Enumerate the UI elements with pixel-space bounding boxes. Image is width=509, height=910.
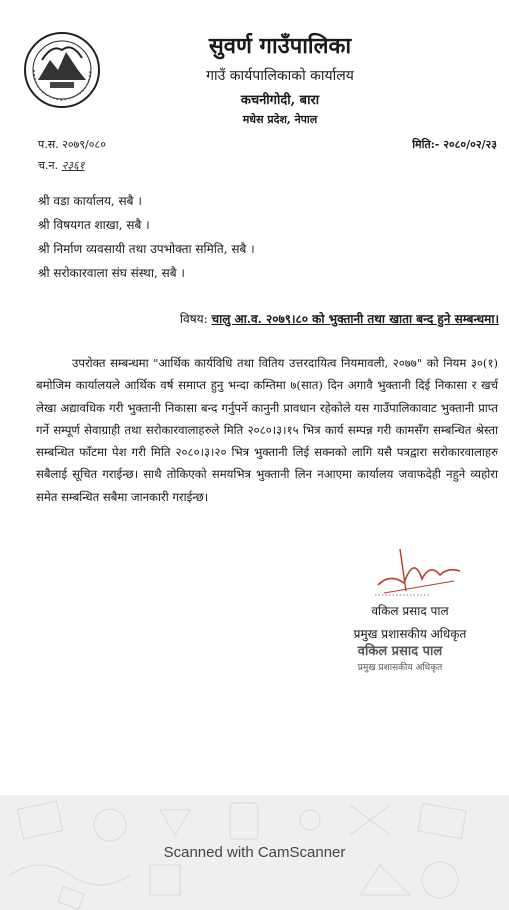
stamp-name: वकिल प्रसाद पाल bbox=[357, 644, 443, 659]
recipient-line: श्री सरोकारवाला संघ संस्था, सबै । bbox=[38, 266, 185, 280]
emblem-logo-icon bbox=[22, 30, 102, 110]
subject-text: चालु आ.व. २०७९।८० को भुक्तानी तथा खाता बन्द हुने सम्बन्धमा। bbox=[211, 312, 499, 326]
signer-title: प्रमुख प्रशासकीय अधिकृत bbox=[353, 627, 467, 641]
letter-body bbox=[36, 352, 498, 508]
signer-name: वकिल प्रसाद पाल bbox=[371, 604, 449, 618]
dispatch-value: २३६१ bbox=[61, 159, 85, 172]
stamp-title: प्रमुख प्रशासकीय अधिकृत bbox=[357, 663, 443, 673]
recipient-line: श्री वडा कार्यालय, सबै । bbox=[38, 194, 142, 208]
body-paragraph: उपरोक्त सम्बन्धमा "आर्थिक कार्यविधि तथा वितिय उत्तरदायित्व नियमावली, २०७७" को नियम ३०(१) बमोजिम कार्यालयले आर्थिक वर्ष समाप्त हुनु भन्दा कम्तिमा ७(सात) दिन अगावै भुक्तानी दिई निकासा र खर्च लेखा अद्यावधिक गरी भुक्तानी निकासा बन्द गर्नुपर्ने कानुनी प्रावधान रहेकोले यस गाउँपालिकावाट भुक्तानी प्राप्त गर्ने सम्पूर्ण सेवाग्राही तथा सरोकारवालाहरुले मिति २०८०।३।१५ भित्र कार्य सम्पन्न गरी कामसँग सम्बन्धित श्रेस्ता सम्बन्धित फाँटमा पेश गरी मिति २०८०।३।२० भित्र भुक्तानी लिई सक्नको लागि यसै पत्रद्वारा सरोकारवालाहरु सबैलाई सूचित गराईन्छ। साथै तोकिएको समयभित्र भुक्तानी लिन नआएमा कार्यालय जवाफदेही नहुने व्यहोरा समेत सम्बन्धित सबैमा जानकारी गराईन्छ। bbox=[36, 356, 498, 504]
subject-label: विषय: bbox=[179, 312, 208, 326]
dispatch-label: च.न. bbox=[38, 159, 59, 172]
subject-line bbox=[180, 310, 499, 327]
scanner-watermark: Scanned with CamScanner bbox=[163, 844, 346, 861]
office-place: कचनीगोदी, बारा bbox=[240, 93, 320, 108]
org-name: सुवर्ण गाउँपालिका bbox=[208, 33, 352, 59]
reference-number: प.स. २०७९/०८० bbox=[38, 138, 106, 151]
recipient-line: श्री विषयगत शाखा, सबै । bbox=[38, 218, 150, 232]
letter-date: मिति:- २०८०/०२/२३ bbox=[412, 138, 497, 151]
office-name: गाउँ कार्यपालिकाको कार्यालय bbox=[206, 68, 354, 84]
handwritten-signature-icon bbox=[370, 545, 470, 600]
dispatch-number bbox=[38, 158, 84, 173]
province: मधेस प्रदेश, नेपाल bbox=[242, 113, 318, 126]
recipient-line: श्री निर्माण व्यवसायी तथा उपभोक्ता समिति, सबै । bbox=[38, 242, 255, 256]
